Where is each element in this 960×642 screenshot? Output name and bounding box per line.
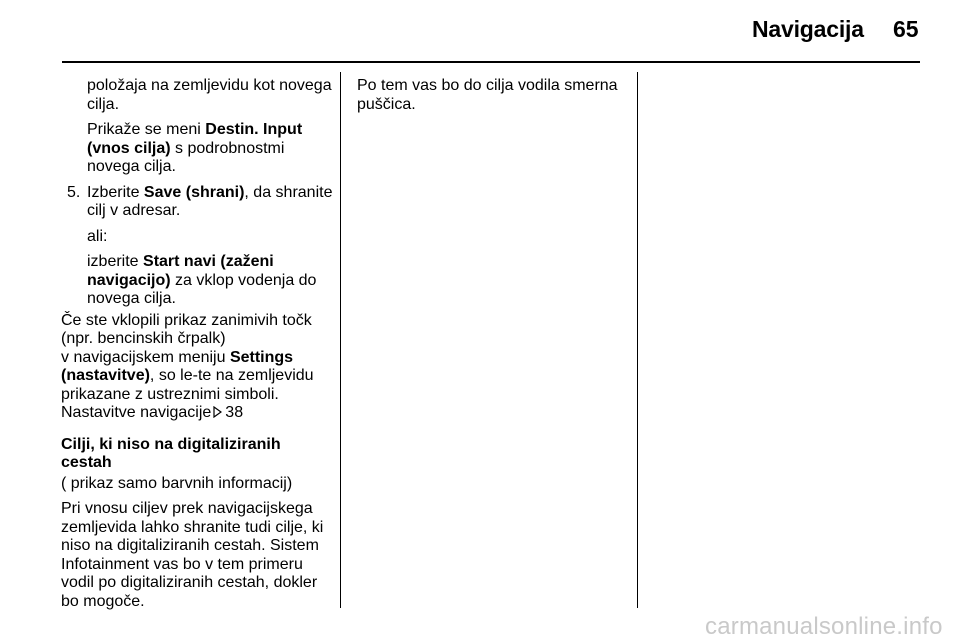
- cross-reference-page: 38: [225, 404, 244, 421]
- page-number: 65: [893, 16, 919, 42]
- paragraph-non-digitized: Pri vnosu ciljev prek navigacijskega zemljevida lahko shranite tudi cilje, ki niso na digitaliziranih cestah. Sistem Infotainment vas bo v tem primeru vodil po digitaliziranih cestah, dokler bo mogoče.: [61, 500, 324, 610]
- paragraph-direction-arrow: Po tem vas bo do cilja vodila smerna puščica.: [357, 77, 618, 113]
- paragraph-text: Prikaže se meni: [87, 121, 206, 138]
- paragraph-start-navi: [61, 253, 335, 309]
- menu-name-save: Save (shrani): [143, 183, 245, 201]
- column-2: [357, 77, 629, 114]
- column-divider-left: [340, 72, 341, 608]
- paragraph-continuation: položaja na zemljevidu kot novega cilja.: [87, 77, 332, 113]
- section-heading: Cilji, ki niso na digitaliziranih cestah: [61, 435, 281, 471]
- paragraph-text: Če ste vklopili prikaz zanimivih točk (npr. bencinskih črpalk): [61, 311, 312, 347]
- arrow-reference-icon: [213, 405, 222, 424]
- menu-name-settings: Settings (nastavitve): [61, 348, 294, 384]
- list-item-number: 5.: [67, 183, 81, 201]
- column-divider-right: [637, 72, 638, 608]
- paragraph-text: Izberite: [87, 183, 144, 201]
- paragraph-text: s podrobnostmi novega cilja.: [87, 139, 285, 175]
- menu-name-destin-input: Destin. Input (vnos cilja): [87, 121, 303, 157]
- menu-name-start-navi: Start navi (zaženi navigacijo): [87, 253, 274, 289]
- cross-reference-text: Nastavitve navigacije: [61, 404, 212, 421]
- list-item-text: [87, 184, 335, 221]
- paragraph-text: izberite: [87, 253, 144, 270]
- paragraph-text: , so le-te na zemljevidu prikazane z ustreznimi simboli.: [61, 367, 314, 403]
- header-rule: [62, 61, 920, 63]
- column-1: [61, 77, 335, 611]
- watermark: carmanualsonline.info: [705, 613, 943, 640]
- section-subnote: ( prikaz samo barvnih informacij): [61, 474, 293, 492]
- paragraph-text: v navigacijskem meniju: [61, 348, 230, 366]
- paragraph-destination-menu: [61, 121, 335, 177]
- paragraph-text: , da shranite cilj v adresar.: [87, 183, 333, 219]
- paragraph-text: za vklop vodenja do novega cilja.: [87, 271, 317, 307]
- page-header-title: Navigacija: [752, 16, 864, 42]
- paragraph-poi: [61, 312, 335, 424]
- list-item-5: [61, 184, 335, 221]
- paragraph-or: ali:: [87, 227, 108, 245]
